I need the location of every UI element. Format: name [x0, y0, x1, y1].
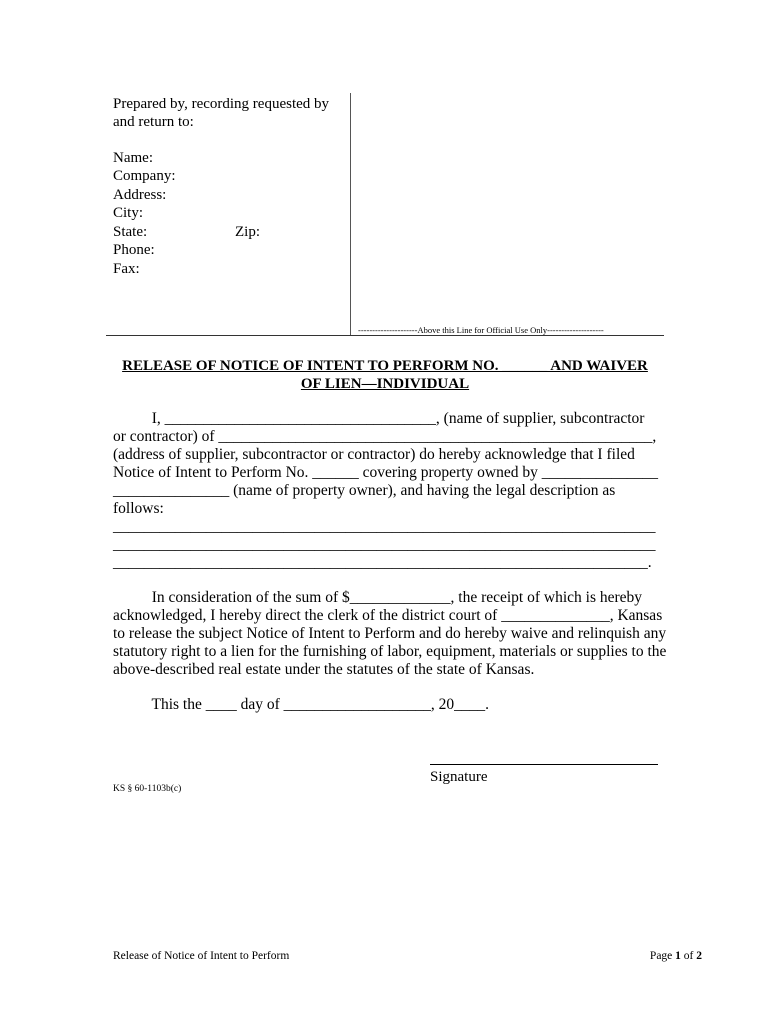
footer-document-name: Release of Notice of Intent to Perform: [113, 950, 290, 962]
statute-citation: KS § 60-1103b(c): [113, 784, 182, 794]
legal-description-line: _____________________________________________________________________.: [113, 554, 652, 571]
paragraph-1-line: Notice of Intent to Perform No. ______ covering property owned by _______________: [113, 464, 658, 481]
date-line: This the ____ day of ___________________, 20____.: [113, 696, 490, 713]
paragraph-2-line: statutory right to a lien for the furnishing of labor, equipment, materials or supplies to the: [113, 643, 667, 660]
signature-label: Signature: [430, 769, 488, 785]
paragraph-1-line: I, ___________________________________, (name of supplier, subcontractor: [113, 410, 645, 427]
company-label: Company:: [113, 168, 176, 184]
page-total: 2: [696, 950, 702, 962]
paragraph-2-line: acknowledged, I hereby direct the clerk of the district court of ______________, Kansas: [113, 607, 663, 624]
footer-page-number: [650, 949, 702, 963]
paragraph-1-line: or contractor) of ________________________________________________________,: [113, 428, 657, 445]
signature-line: [430, 764, 658, 765]
legal-description-line: ______________________________________________________________________: [113, 536, 656, 553]
header-divider-vertical: [350, 93, 351, 335]
official-use-line-text: ---------------------Above this Line for Official Use Only--------------------: [358, 325, 604, 335]
phone-label: Phone:: [113, 242, 155, 258]
document-title: RELEASE OF NOTICE OF INTENT TO PERFORM NO. ______ AND WAIVER OF LIEN—INDIVIDUAL: [122, 358, 648, 392]
zip-label: Zip:: [235, 224, 260, 240]
city-label: City:: [113, 205, 144, 221]
fax-label: Fax:: [113, 261, 140, 277]
state-label: State:: [113, 224, 148, 240]
address-label: Address:: [113, 187, 167, 203]
page-prefix: Page: [649, 950, 676, 962]
legal-description-line: ______________________________________________________________________: [113, 518, 656, 535]
page-current: 1: [675, 950, 681, 962]
paragraph-1-line: _______________ (name of property owner), and having the legal description as: [113, 482, 616, 499]
paragraph-2-line: above-described real estate under the statutes of the state of Kansas.: [113, 661, 535, 678]
header-divider-horizontal: [106, 335, 664, 336]
paragraph-2-line: In consideration of the sum of $_____________, the receipt of which is hereby: [113, 589, 643, 606]
page-of: of: [680, 950, 697, 962]
paragraph-2-line: to release the subject Notice of Intent to Perform and do hereby waive and relinquish any: [113, 625, 667, 642]
prepared-by-text: Prepared by, recording requested by and return to:: [113, 96, 330, 130]
paragraph-1-line: follows:: [113, 500, 164, 517]
name-label: Name:: [113, 150, 153, 166]
paragraph-1-line: (address of supplier, subcontractor or contractor) do hereby acknowledge that I filed: [113, 446, 635, 463]
